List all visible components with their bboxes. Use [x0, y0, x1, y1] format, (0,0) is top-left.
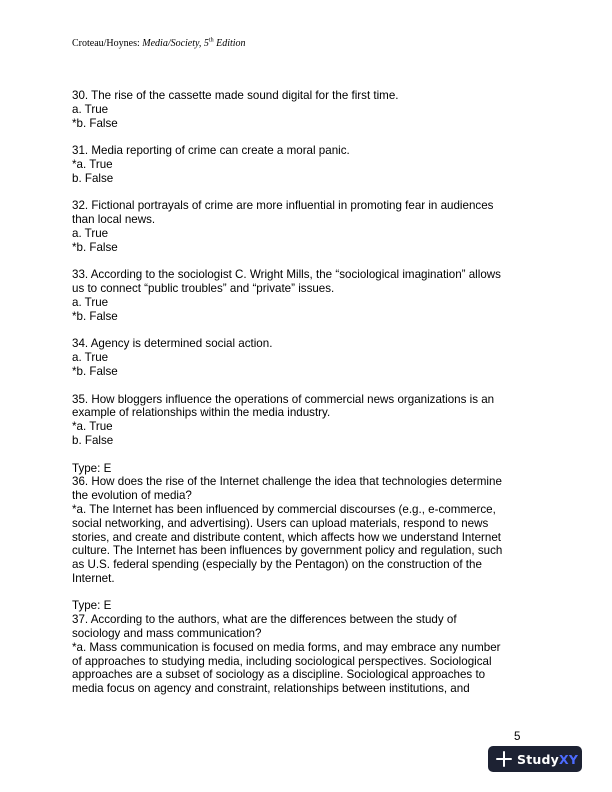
question-block	[72, 199, 542, 254]
question-line: *a. True	[72, 420, 113, 434]
question-list	[72, 89, 542, 710]
question-line: a. True	[72, 351, 109, 365]
question-line: 34. Agency is determined social action.	[72, 337, 273, 351]
question-line: Type: E	[72, 599, 112, 613]
question-line: *b. False	[72, 364, 118, 378]
question-line: media focus on agency and constraint, relationships between institutions, and	[72, 682, 470, 696]
question-line: 32. Fictional portrayals of crime are more influential in promoting fear in audiences	[72, 199, 494, 213]
question-line: 37. According to the authors, what are the differences between the study of	[72, 613, 457, 627]
question-line: *b. False	[72, 116, 118, 130]
question-line: a. True	[72, 226, 109, 240]
question-block	[72, 268, 542, 323]
running-header	[72, 38, 246, 49]
header-edition-rest: Edition	[213, 38, 246, 49]
question-line: as U.S. federal spending (especially by the Pentagon) on the construction of the	[72, 558, 482, 572]
question-line: us to connect “public troubles” and “private” issues.	[72, 282, 335, 296]
question-line: of approaches to studying media, including sociological perspectives. Sociological	[72, 654, 492, 668]
question-block	[72, 144, 542, 185]
question-line: *b. False	[72, 240, 118, 254]
question-block	[72, 599, 542, 696]
header-edition-sup: th	[208, 37, 214, 44]
question-line: example of relationships within the media industry.	[72, 406, 331, 420]
question-block	[72, 89, 542, 130]
question-line: 33. According to the sociologist C. Wright Mills, the “sociological imagination” allows	[72, 268, 501, 282]
question-line: social networking, and advertising). Users can upload materials, respond to news	[72, 516, 489, 530]
question-line: a. True	[72, 295, 109, 309]
question-block	[72, 462, 542, 586]
question-line: 35. How bloggers influence the operations of commercial news organizations is an	[72, 392, 495, 406]
question-line: 36. How does the rise of the Internet challenge the idea that technologies determine	[72, 475, 502, 489]
logo-text	[517, 752, 578, 767]
question-line: the evolution of media?	[72, 489, 192, 503]
header-authors: Croteau/Hoynes:	[72, 38, 143, 49]
header-title: Media/Society, 5	[142, 38, 209, 49]
question-line: Internet.	[72, 571, 115, 585]
logo-text-main: Study	[517, 751, 559, 767]
question-line: 30. The rise of the cassette made sound digital for the first time.	[72, 89, 399, 102]
question-line: a. True	[72, 102, 109, 116]
studyxy-logo[interactable]	[488, 746, 582, 772]
question-line: *b. False	[72, 309, 118, 323]
question-line: sociology and mass communication?	[72, 627, 262, 641]
logo-text-accent: XY	[558, 751, 579, 767]
question-line: stories, and create and distribute content, which affects how we understand Internet	[72, 530, 502, 544]
question-line: than local news.	[72, 213, 156, 227]
question-line: 31. Media reporting of crime can create a moral panic.	[72, 144, 350, 158]
question-line: *a. True	[72, 157, 113, 171]
question-block	[72, 337, 542, 378]
question-line: b. False	[72, 433, 114, 447]
question-line: Type: E	[72, 461, 112, 475]
question-line: *a. The Internet has been influenced by commercial discourses (e.g., e-commerce,	[72, 502, 496, 516]
question-line: *a. Mass communication is focused on media forms, and may embrace any number	[72, 640, 501, 654]
page-number: 5	[514, 730, 521, 743]
question-line: approaches are a subset of sociology as a discipline. Sociological approaches to	[72, 668, 486, 682]
question-line: culture. The Internet has been influences by government policy and regulation, such	[72, 544, 503, 558]
plus-sparkle-icon	[496, 751, 512, 767]
question-block	[72, 393, 542, 448]
question-line: b. False	[72, 171, 114, 185]
